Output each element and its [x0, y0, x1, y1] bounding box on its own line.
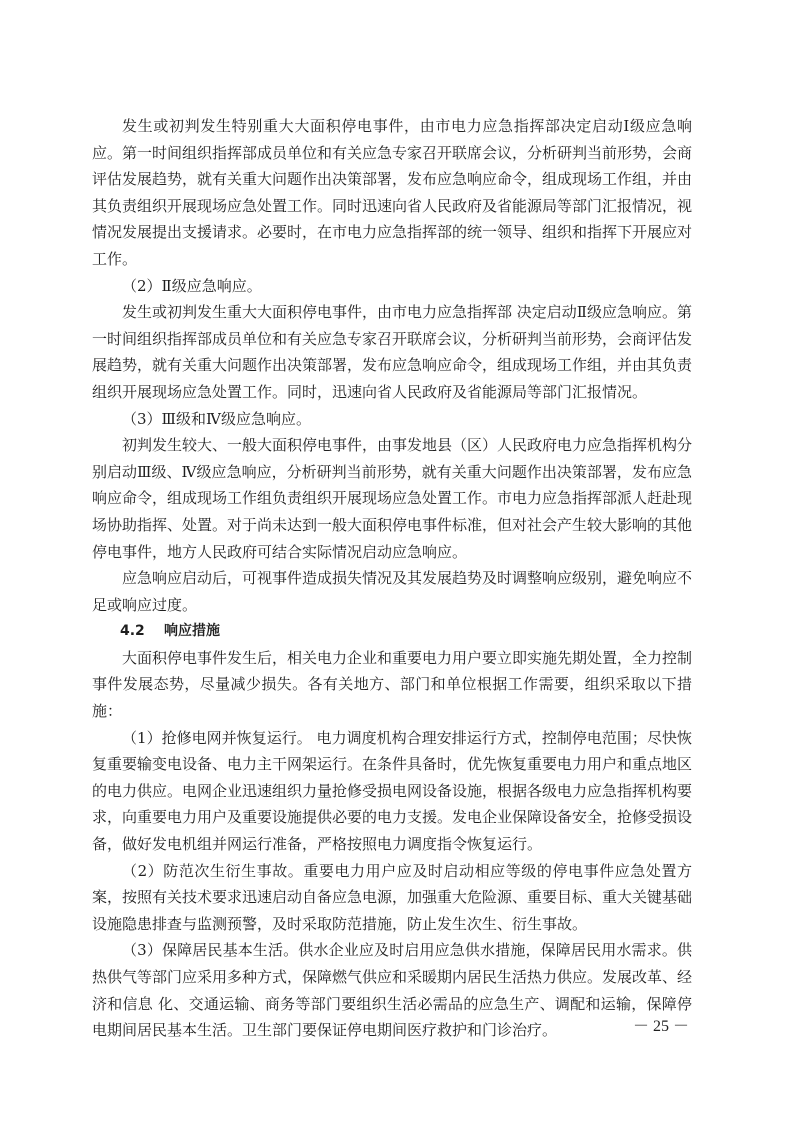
- paragraph-level-2-response: 发生或初判发生重大大面积停电事件，由市电力应急指挥部 决定启动Ⅱ级应急响应。第一时间组织指挥部成员单位和有关应急专家召开联席会议，分析研判当前形势，会商评估发展趋势，就有关重大问题作出决策部署，发布应急响应命令，组成现场工作组，并由其负责组织开展现场应急处置工作。同时，迅速向省人民政府及省能源局等部门汇报情况。: [92, 303, 693, 401]
- paragraph-level-1-response: 发生或初判发生特别重大大面积停电事件，由市电力应急指挥部决定启动Ⅰ级应急响应。第一时间组织指挥部成员单位和有关应急专家召开联席会议，分析研判当前形势，会商评估发展趋势，就有关重大问题作出决策部署，发布应急响应命令，组成现场工作组，并由其负责组织开展现场应急处置工作。同时迅速向省人民政府及省能源局等部门汇报情况，视情况发展提出支援请求。必要时，在市电力应急指挥部的统一领导、组织和指挥下开展应对工作。: [92, 117, 693, 268]
- page-number: － 25 －: [632, 1018, 689, 1035]
- section-title: 响应措施: [164, 623, 220, 640]
- paragraph-resident-life: （3）保障居民基本生活。供水企业应及时启用应急供水措施，保障居民用水需求。供热供气等部门应采用多种方式，保障燃气供应和采暖期内居民生活热力供应。发展改革、经济和信息 化、交通运输、商务等部门要组织生活必需品的应急生产、调配和运输，保障停电期间居民基本生活。卫生部门要保证停电期间医疗救护和门诊治疗。: [92, 941, 693, 1040]
- heading-level-2-response: （2）Ⅱ级应急响应。: [122, 276, 262, 295]
- heading-level-3-4-response: （3）Ⅲ级和Ⅳ级应急响应。: [122, 409, 311, 428]
- section-heading: [92, 618, 692, 645]
- paragraph-measures-intro: 大面积停电事件发生后，相关电力企业和重要电力用户要立即实施先期处置，全力控制事件发展态势，尽量减少损失。各有关地方、部门和单位根据工作需要，组织采取以下措施：: [92, 648, 693, 721]
- paragraph-secondary-accident: （2）防范次生衍生事故。重要电力用户应及时启动相应等级的停电事件应急处置方案，按照有关技术要求迅速启动自备应急电源，加强重大危险源、重要目标、重大关键基础设施隐患排查与监测预警，及时采取防范措施，防止发生次生、衍生事故。: [92, 861, 693, 933]
- paragraph-grid-repair: （1）抢修电网并恢复运行。 电力调度机构合理安排运行方式，控制停电范围；尽快恢复重要输变电设备、电力主干网架运行。在条件具备时，优先恢复重要电力用户和重点地区的电力供应。电网企业迅速组织力量抢修受损电网设备设施，根据各级电力应急指挥机构要求，向重要电力用户及重要设施提供必要的电力支援。发电企业保障设备安全，抢修受损设备，做好发电机组并网运行准备，严格按照电力调度指令恢复运行。: [92, 728, 693, 854]
- paragraph-response-adjustment: 应急响应启动后，可视事件造成损失情况及其发展趋势及时调整响应级别，避免响应不足或响应过度。: [92, 569, 693, 614]
- paragraph-level-3-4-response: 初判发生较大、一般大面积停电事件，由事发地县（区）人民政府电力应急指挥机构分别启动Ⅲ级、Ⅳ级应急响应，分析研判当前形势，就有关重大问题作出决策部署，发布应急响应命令，组成现场工作组负责组织开展现场应急处置工作。市电力应急指挥部派人赶赴现场协助指挥、处置。对于尚未达到一般大面积停电事件标准，但对社会产生较大影响的其他停电事件，地方人民政府可结合实际情况启动应急响应。: [92, 436, 693, 561]
- body-text: [92, 113, 692, 1044]
- section-number: 4.2: [120, 623, 145, 640]
